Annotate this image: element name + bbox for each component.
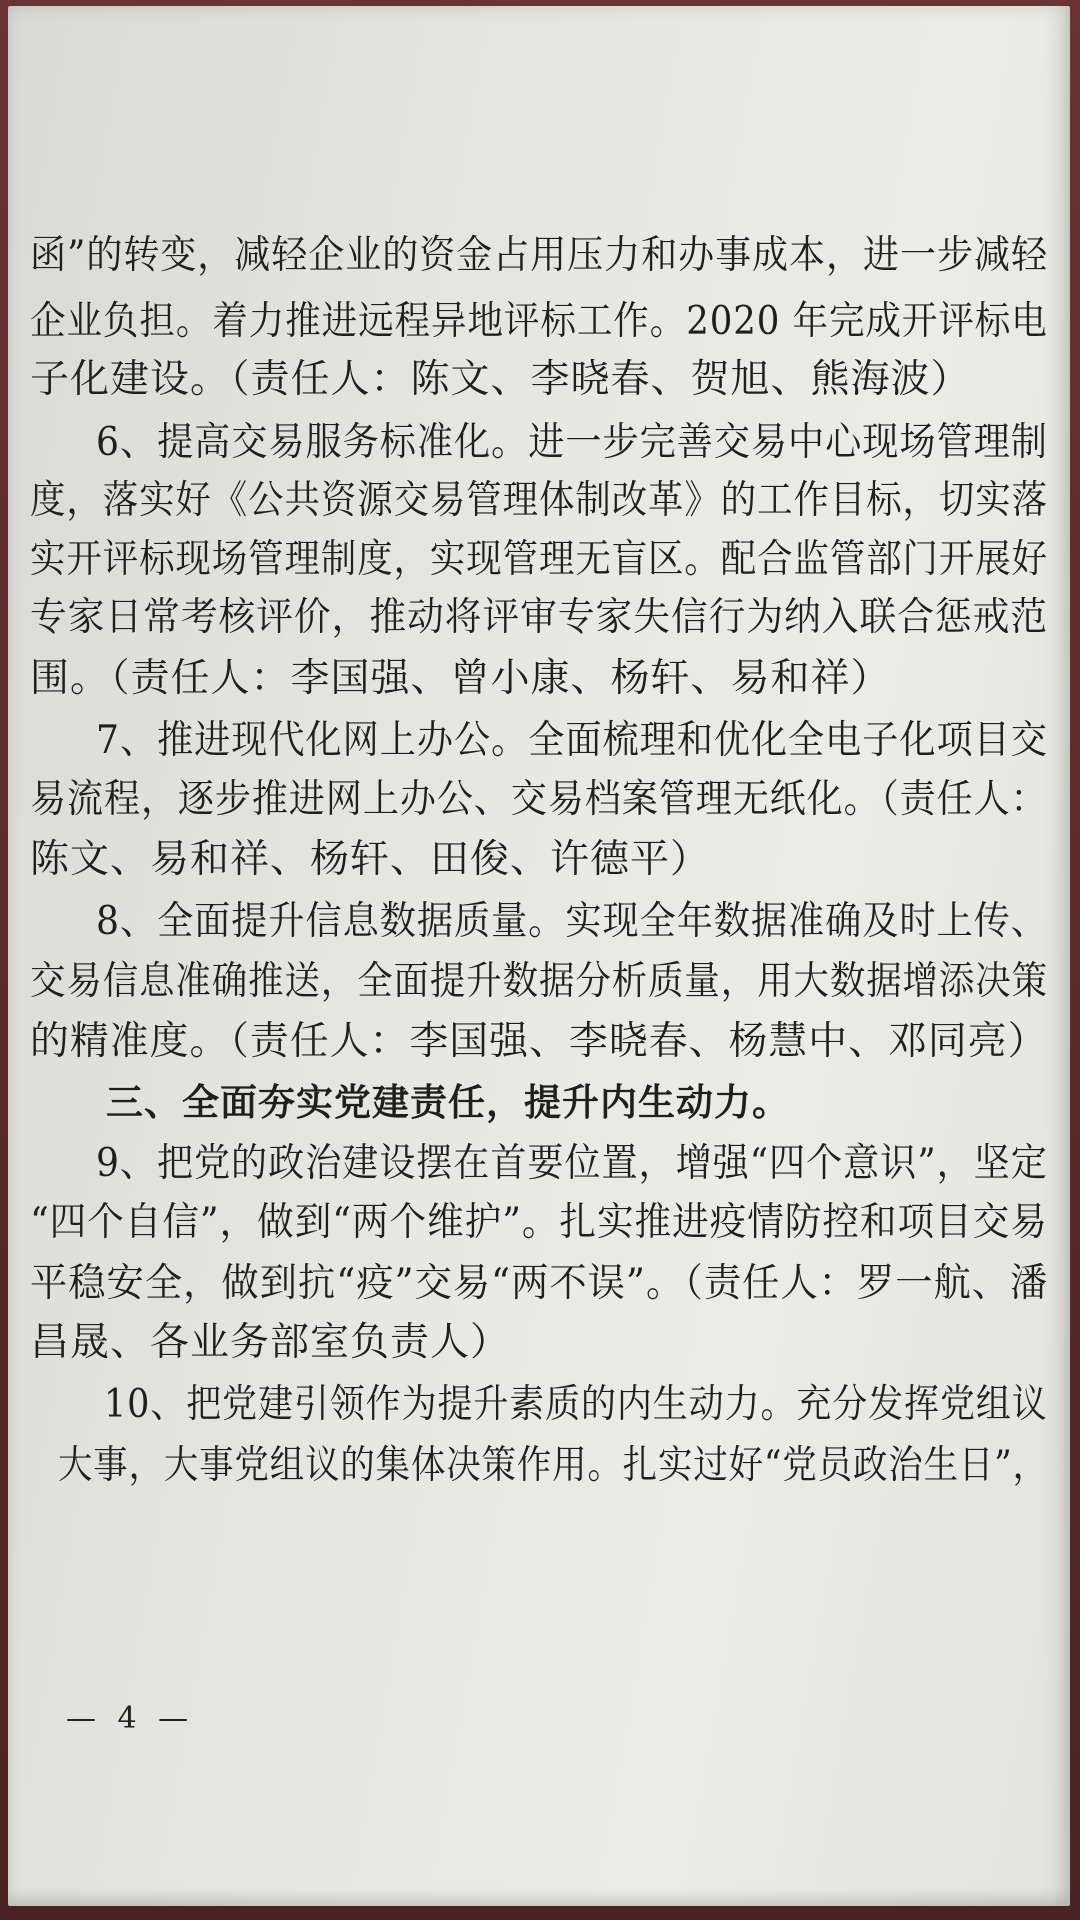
text-line: 平稳安全，做到抗“疫”交易“两不误”。（责任人：罗一航、潘 [30,1261,1049,1306]
text-line: 企业负担。着力推进远程异地评标工作。2020 年完成开评标电 [30,299,1048,344]
text-line: 易流程，逐步推进网上办公、交易档案管理无纸化。（责任人： [30,777,1048,822]
paragraph-10-start: 10、把党建引领作为提升素质的内生动力。充分发挥党组议 [104,1382,1048,1427]
text-line: 子化建设。（责任人：陈文、李晓春、贺旭、熊海波） [30,357,971,402]
text-line: 实开评标现场管理制度，实现管理无盲区。配合监管部门开展好 [30,537,1048,582]
paragraph-7-start: 7、推进现代化网上办公。全面梳理和优化全电子化项目交 [96,718,1048,763]
text-line: 专家日常考核评价，推动将评审专家失信行为纳入联合惩戒范 [30,595,1049,640]
text-line: 的精准度。（责任人：李国强、李晓春、杨慧中、邓同亮） [30,1019,1048,1064]
paragraph-6-start: 6、提高交易服务标准化。进一步完善交易中心现场管理制 [96,420,1048,465]
paragraph-8-start: 8、全面提升信息数据质量。实现全年数据准确及时上传、 [96,899,1048,944]
text-line: 大事，大事党组议的集体决策作用。扎实过好“党员政治生日”， [58,1443,1048,1488]
text-line: “四个自信”，做到“两个维护”。扎实推进疫情防控和项目交易 [30,1200,1048,1245]
text-line: 交易信息准确推送，全面提升数据分析质量，用大数据增添决策 [30,959,1048,1004]
document-page [8,6,1070,1906]
section-heading-3: 三、全面夯实党建责任，提升内生动力。 [106,1081,790,1124]
text-line: 函”的转变，减轻企业的资金占用压力和办事成本，进一步减轻 [30,233,1048,278]
text-line: 度，落实好《公共资源交易管理体制改革》的工作目标，切实落 [30,478,1048,523]
page-number: — 4 — [66,1701,195,1736]
text-line: 昌晟、各业务部室负责人） [30,1320,511,1365]
text-line: 陈文、易和祥、杨轩、田俊、许德平） [30,837,711,882]
paragraph-9-start: 9、把党的政治建设摆在首要位置，增强“四个意识”，坚定 [96,1141,1048,1186]
text-line: 围。（责任人：李国强、曾小康、杨轩、易和祥） [30,656,891,701]
